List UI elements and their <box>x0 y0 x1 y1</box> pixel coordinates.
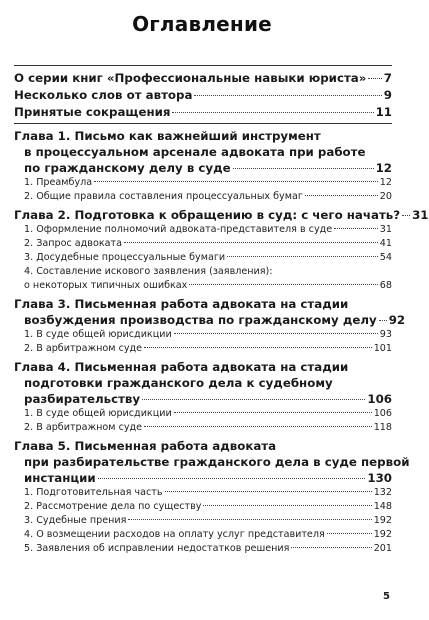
dot-leader <box>94 181 378 182</box>
toc-entry-label: Несколько слов от автора <box>14 88 193 102</box>
dot-leader <box>142 399 365 400</box>
section-title: 4. Составление искового заявления (заявления): <box>24 266 273 277</box>
toc-section[interactable] <box>14 190 392 204</box>
toc-entry-abbreviations[interactable] <box>14 104 392 120</box>
toc-section[interactable] <box>14 223 392 237</box>
section-title: 1. Подготовительная часть <box>24 487 163 498</box>
chapter-title-line: инстанции <box>24 471 96 485</box>
chapter-title-line: разбирательству <box>24 392 141 406</box>
chapter-title-line: Глава 2. Подготовка к обращению в суд: с чего начать? <box>14 208 401 222</box>
dot-leader <box>165 491 372 492</box>
toc-page-number: 41 <box>379 238 392 249</box>
page-number: 5 <box>383 591 390 602</box>
toc-page-number: 192 <box>373 529 392 540</box>
toc-section[interactable] <box>14 328 392 342</box>
section-title: 1. В суде общей юрисдикции <box>24 329 172 340</box>
dot-leader <box>144 347 372 348</box>
toc-page-number: 20 <box>379 191 392 202</box>
toc-page-number: 192 <box>373 515 392 526</box>
dot-leader <box>189 284 377 285</box>
toc-section[interactable] <box>14 265 392 293</box>
dot-leader <box>98 478 366 479</box>
toc-page-number: 54 <box>379 252 392 263</box>
toc-chapter-5[interactable] <box>14 438 410 486</box>
section-title: 3. Досудебные процессуальные бумаги <box>24 252 226 263</box>
dot-leader <box>233 168 374 169</box>
toc-page-number: 118 <box>373 422 392 433</box>
section-title: 3. Судебные прения <box>24 515 127 526</box>
toc-section[interactable] <box>14 407 392 421</box>
toc-page-number: 9 <box>383 88 392 102</box>
section-title: 4. О возмещении расходов на оплату услуг представителя <box>24 529 325 540</box>
dot-leader <box>174 333 378 334</box>
dot-leader <box>327 533 372 534</box>
dot-leader <box>194 95 381 96</box>
toc-chapter-2[interactable] <box>14 207 429 223</box>
dot-leader <box>144 426 372 427</box>
chapter-title-line: Глава 5. Письменная работа адвоката <box>14 439 277 453</box>
dot-leader <box>172 112 373 113</box>
toc-page-number: 12 <box>375 161 392 175</box>
dot-leader <box>291 547 371 548</box>
section-title: 2. В арбитражном суде <box>24 422 143 433</box>
toc-section[interactable] <box>14 342 392 356</box>
toc-page-number: 12 <box>379 177 392 188</box>
toc-entry-author[interactable] <box>14 87 392 103</box>
toc-section[interactable] <box>14 251 392 265</box>
toc-page-number: 148 <box>373 501 392 512</box>
table-of-contents <box>14 62 429 556</box>
section-title: 1. Оформление полномочий адвоката-представителя в суде <box>24 224 333 235</box>
section-title: 5. Заявления об исправлении недостатков решения <box>24 543 290 554</box>
dot-leader <box>305 195 378 196</box>
toc-page-number: 11 <box>375 105 392 119</box>
dot-leader <box>128 519 371 520</box>
dot-leader <box>174 412 372 413</box>
toc-chapter-4[interactable] <box>14 359 392 407</box>
toc-page-number: 31 <box>412 208 429 222</box>
toc-entry-series[interactable] <box>14 70 392 86</box>
toc-chapter-3[interactable] <box>14 296 406 328</box>
toc-chapter-1[interactable] <box>14 128 392 176</box>
section-title: о некоторых типичных ошибках <box>24 280 188 291</box>
toc-entry-label: Принятые сокращения <box>14 105 171 119</box>
toc-page-number: 101 <box>373 343 392 354</box>
chapter-title-line: при разбирательстве гражданского дела в суде первой <box>24 455 410 469</box>
toc-section[interactable] <box>14 486 392 500</box>
chapter-title-line: по гражданскому делу в суде <box>24 161 231 175</box>
dot-leader <box>368 78 381 79</box>
section-title: 2. Запрос адвоката <box>24 238 122 249</box>
toc-section[interactable] <box>14 528 392 542</box>
toc-section[interactable] <box>14 421 392 435</box>
section-title: 2. Рассмотрение дела по существу <box>24 501 202 512</box>
toc-section[interactable] <box>14 514 392 528</box>
toc-page-number: 201 <box>373 543 392 554</box>
toc-page-number: 93 <box>379 329 392 340</box>
chapter-title-line: Глава 1. Письмо как важнейший инструмент <box>14 129 321 143</box>
toc-page-number: 68 <box>379 280 392 291</box>
dot-leader <box>402 215 410 216</box>
toc-page-number: 132 <box>373 487 392 498</box>
toc-section[interactable] <box>14 176 392 190</box>
section-title: 2. В арбитражном суде <box>24 343 143 354</box>
section-title: 1. В суде общей юрисдикции <box>24 408 172 419</box>
toc-section[interactable] <box>14 542 392 556</box>
page-title: Оглавление <box>132 12 272 36</box>
toc-page-number: 7 <box>383 71 392 85</box>
toc-page-number: 130 <box>367 471 392 485</box>
section-title: 2. Общие правила составления процессуальных бумаг <box>24 191 303 202</box>
toc-page-number: 31 <box>379 224 392 235</box>
divider <box>14 123 392 124</box>
chapter-title-line: Глава 3. Письменная работа адвоката на стадии <box>14 297 349 311</box>
toc-page-number: 106 <box>373 408 392 419</box>
section-title: 1. Преамбула <box>24 177 93 188</box>
chapter-title-line: возбуждения производства по гражданскому делу <box>24 313 377 327</box>
dot-leader <box>227 256 378 257</box>
toc-page-number: 92 <box>388 313 406 327</box>
chapter-title-line: в процессуальном арсенале адвоката при работе <box>24 145 366 159</box>
chapter-title-line: Глава 4. Письменная работа адвоката на стадии <box>14 360 349 374</box>
dot-leader <box>334 228 378 229</box>
toc-section[interactable] <box>14 500 392 514</box>
toc-section[interactable] <box>14 237 392 251</box>
toc-page-number: 106 <box>367 392 392 406</box>
chapter-title-line: подготовки гражданского дела к судебному <box>24 376 333 390</box>
dot-leader <box>203 505 371 506</box>
dot-leader <box>379 320 387 321</box>
toc-entry-label: О серии книг «Профессиональные навыки юриста» <box>14 71 367 85</box>
dot-leader <box>124 242 378 243</box>
divider <box>14 65 392 66</box>
